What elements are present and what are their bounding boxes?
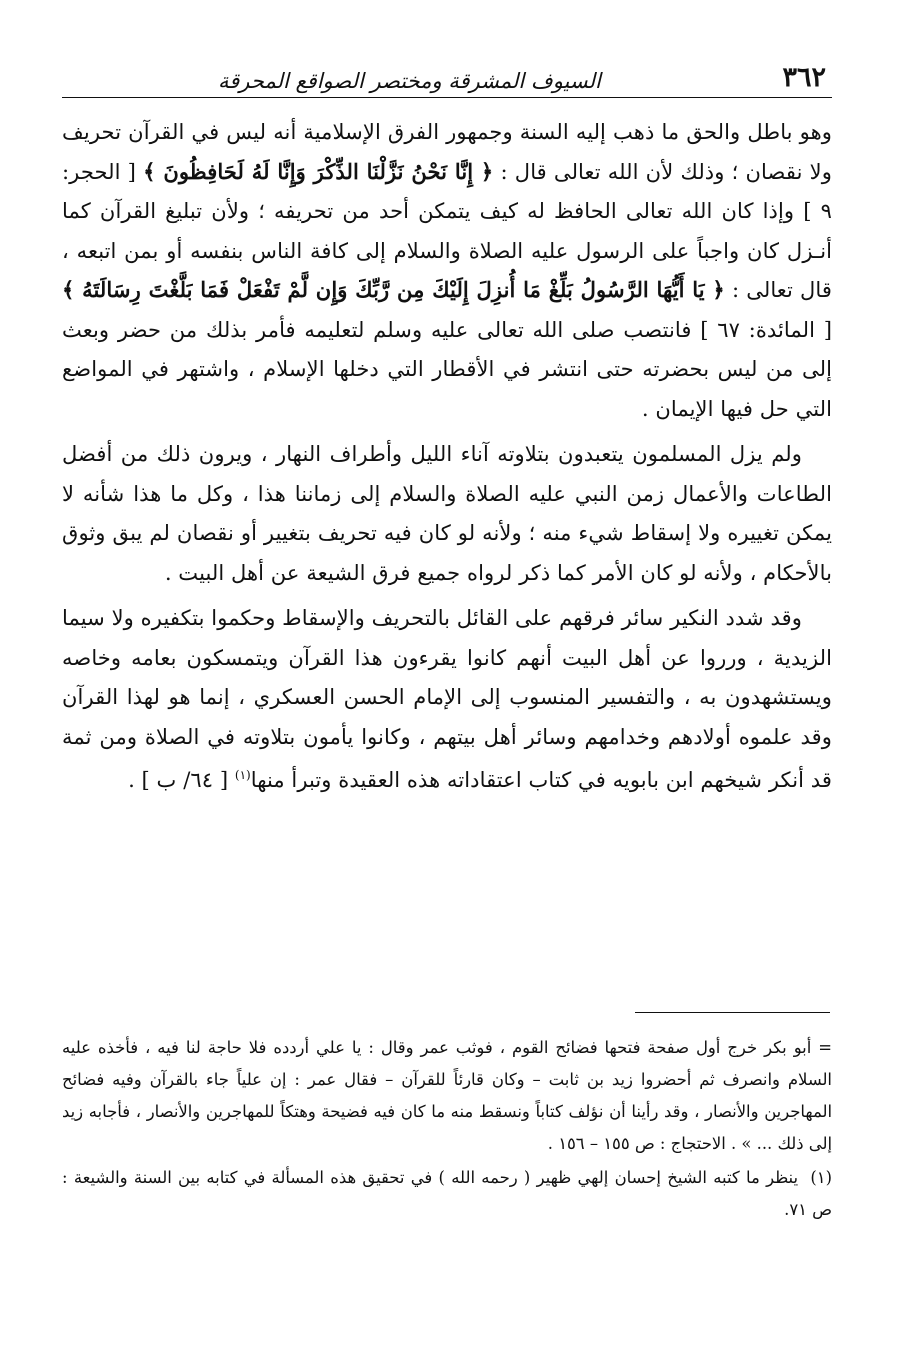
paragraph-1-end: فانتصب صلى الله تعالى عليه وسلم لتعليمه فأمر بذلك من حضر وبعث إلى من ليس بحضرته حتى انتشر في الأقطار التي دخلها الإسلام ، واشتهر في المواضع التي حل فيها الإيمان . <box>62 316 832 421</box>
quran-verse-hijr: ﴿ إِنَّا نَحْنُ نَزَّلْنَا الذِّكْرَ وَإِنَّا لَهُ لَحَافِظُونَ ﴾ <box>143 158 494 184</box>
paragraph-1-continued: وإذا كان الله تعالى الحافظ له كيف يتمكن أحد من تحريفه ؛ ولأن تبليغ القرآن كما أنـزل كان واجباً على الرسول عليه الصلاة والسلام إلى كافة الناس بنفسه أو بمن اتبعه ، قال تعالى : <box>62 198 832 302</box>
book-page <box>62 52 832 1312</box>
page-header <box>62 52 832 98</box>
paragraph-3 <box>62 598 832 800</box>
page-number: ٣٦٢ <box>782 62 826 93</box>
footnote-separator <box>635 1012 830 1013</box>
footnote-1-text: ينظر ما كتبه الشيخ إحسان إلهي ظهير ( رحمه الله ) في تحقيق هذه المسألة في كتابه بين السنة والشيعة : ص ٧١. <box>62 1168 832 1219</box>
footnote-continuation: = أبو بكر خرج أول صفحة فتحها فضائح القوم ، فوثب عمر وقال : يا علي أردده فلا حاجة لنا فيه ، فأخذه عليه السلام وانصرف ثم أحضروا زيد بن ثابت – وكان قارئاً للقرآن – فقال عمر : إن علياً جاء بالقرآن وفيه فضائح المهاجرين والأنصار ، وقد رأينا أن نؤلف كتاباً ونسقط منه ما كان فيه فضيحة وهتكاً للمهاجرين والأنصار ، فأجابه زيد إلى ذلك ... » . الاحتجاج : ص ١٥٥ – ١٥٦ . <box>62 1038 832 1153</box>
main-text <box>62 112 832 800</box>
footnote-1-number: (١) <box>810 1168 833 1187</box>
running-title: السيوف المشرقة ومختصر الصواقع المحرقة <box>218 69 601 93</box>
paragraph-1-text: وهو باطل والحق ما ذهب إليه السنة وجمهور الفرق الإسلامية أنه ليس في القرآن تحريف ولا نقصان ؛ وذلك لأن الله تعالى قال : <box>62 119 832 184</box>
footnotes <box>62 1032 832 1228</box>
footnote-1 <box>62 1162 832 1226</box>
verse-reference-maidah: [ المائدة: ٦٧ ] <box>700 316 832 342</box>
footnote-marker: (١) <box>234 768 251 782</box>
paragraph-1 <box>62 112 832 428</box>
quran-verse-maidah: ﴿ يَا أَيُّهَا الرَّسُولُ بَلِّغْ مَا أُنزِلَ إِلَيْكَ مِن رَّبِّكَ وَإِن لَّمْ تَفْعَلْ فَمَا بَلَّغْتَ رِسَالَتَهُ ﴾ <box>62 277 725 302</box>
paragraph-3-text: وقد شدد النكير سائر فرقهم على القائل بالتحريف والإسقاط وحكموا بتكفيره ولا سيما الزيدية ، ورروا عن أهل البيت أنهم كانوا يقرءون هذا القرآن ويتمسكون بعامه وخاصه ويستشهدون به ، والتفسير المنسوب إلى الإمام الحسن العسكري ، إنما هو لهذا القرآن وقد علموه أولادهم وخدامهم وسائر أهل بيتهم ، وكانوا يأمون بتلاوته في الصلاة ومن ثمة قد أنكر شيخهم ابن بابويه في كتاب اعتقاداته هذه العقيدة وتبرأ منها <box>62 605 832 793</box>
verse-reference-hijr: [ الحجر: ٩ ] <box>62 158 832 223</box>
paragraph-2: ولم يزل المسلمون يتعبدون بتلاوته آناء الليل وأطراف النهار ، ويرون ذلك من أفضل الطاعات والأعمال زمن النبي عليه الصلاة والسلام إلى زماننا هذا ، وكل ما هذا شأنه لا يمكن تغييره ولا إسقاط شيء منه ؛ ولأنه لو كان فيه تحريف بتغيير أو نقصان لم يبق وثوق بالأحكام ، ولأنه لو كان الأمر كما ذكر لرواه جميع فرق الشيعة عن أهل البيت . <box>62 441 832 585</box>
manuscript-folio-reference: [ ٦٤/ ب ] . <box>128 767 229 793</box>
